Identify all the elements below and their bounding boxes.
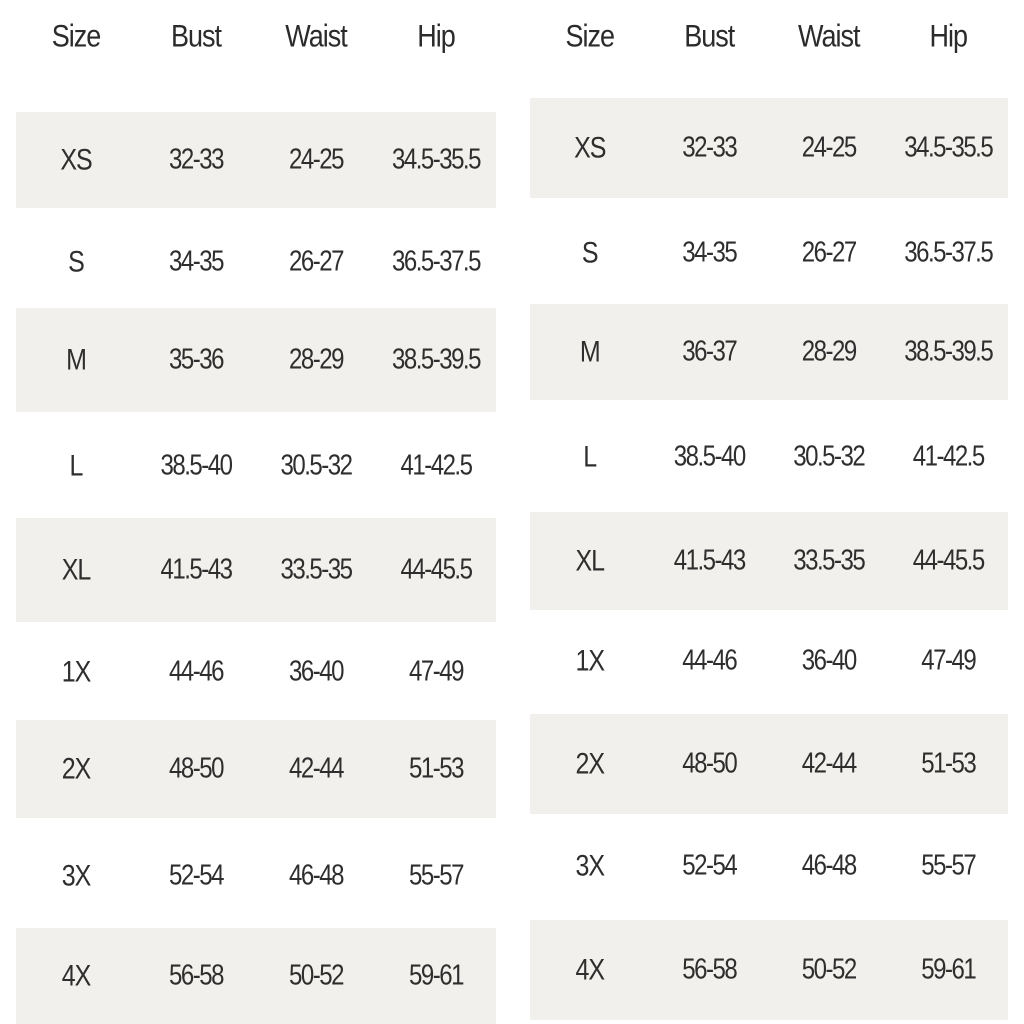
bust-cell: 48-50 [682,747,737,780]
table-row [530,512,1008,610]
size-chart-table-left [16,0,496,993]
table-row [16,416,496,516]
header-bust: Bust [684,18,735,53]
waist-cell: 33.5-35 [793,544,865,577]
waist-cell: 26-27 [801,236,856,269]
table-row [16,720,496,818]
waist-cell: 50-52 [801,953,856,986]
hip-cell: 34.5-35.5 [392,143,480,176]
size-cell: XL [61,552,91,587]
table-row [530,404,1008,510]
size-cell: S [581,235,598,270]
waist-cell: 24-25 [801,131,856,164]
table-row [16,826,496,926]
hip-cell: 38.5-39.5 [904,335,993,368]
size-cell: 2X [61,751,91,786]
size-cell: S [68,244,84,279]
bust-cell: 36-37 [682,335,737,368]
bust-cell: 56-58 [169,959,223,992]
waist-cell: 50-52 [289,959,343,992]
size-cell: 1X [61,654,91,689]
hip-cell: 34.5-35.5 [904,131,993,164]
header-size: Size [565,18,615,53]
bust-cell: 32-33 [169,143,223,176]
hip-cell: 47-49 [921,644,976,677]
bust-cell: 34-35 [169,245,223,278]
table-row [530,612,1008,710]
size-cell: 1X [575,643,605,678]
table-row [16,214,496,310]
waist-cell: 28-29 [289,343,343,376]
size-cell: 2X [575,746,605,781]
hip-cell: 38.5-39.5 [392,343,480,376]
size-cell: M [579,334,600,369]
hip-cell: 44-45.5 [912,544,984,577]
table-row [16,112,496,208]
bust-cell: 38.5-40 [160,449,232,482]
bust-cell: 35-36 [169,343,223,376]
hip-cell: 36.5-37.5 [392,245,480,278]
size-cell: XL [575,543,605,578]
bust-cell: 52-54 [682,849,737,882]
hip-cell: 51-53 [921,747,976,780]
hip-cell: 55-57 [409,859,463,892]
header-size: Size [51,18,101,53]
table-header [530,0,1008,72]
bust-cell: 48-50 [169,752,223,785]
bust-cell: 32-33 [682,131,737,164]
table-row [530,98,1008,198]
hip-cell: 47-49 [409,655,463,688]
waist-cell: 24-25 [289,143,343,176]
header-bust: Bust [170,18,222,53]
table-header [16,0,496,72]
size-cell: L [583,439,597,474]
hip-cell: 41-42.5 [400,449,472,482]
waist-cell: 28-29 [801,335,856,368]
size-cell: 4X [575,952,605,987]
size-cell: 3X [61,858,91,893]
size-chart-table-right [530,0,1008,987]
hip-cell: 51-53 [409,752,463,785]
bust-cell: 38.5-40 [673,440,745,473]
waist-cell: 42-44 [801,747,856,780]
waist-cell: 33.5-35 [280,553,352,586]
size-cell: M [66,342,86,377]
table-row [530,714,1008,814]
hip-cell: 44-45.5 [400,553,472,586]
table-row [16,518,496,622]
bust-cell: 44-46 [169,655,223,688]
hip-cell: 41-42.5 [912,440,984,473]
bust-cell: 41.5-43 [160,553,232,586]
header-waist: Waist [285,18,347,53]
bust-cell: 44-46 [682,644,737,677]
hip-cell: 59-61 [921,953,976,986]
waist-cell: 46-48 [801,849,856,882]
bust-cell: 52-54 [169,859,223,892]
bust-cell: 56-58 [682,953,737,986]
size-cell: L [69,448,83,483]
waist-cell: 36-40 [801,644,856,677]
size-cell: XS [574,130,606,165]
size-cell: 4X [61,958,91,993]
waist-cell: 42-44 [289,752,343,785]
table-row [16,928,496,1024]
header-hip: Hip [929,18,967,53]
hip-cell: 55-57 [921,849,976,882]
table-row [530,816,1008,916]
waist-cell: 26-27 [289,245,343,278]
header-waist: Waist [798,18,860,53]
table-row [16,624,496,720]
table-row [530,304,1008,400]
bust-cell: 34-35 [682,236,737,269]
table-row [16,308,496,412]
waist-cell: 30.5-32 [280,449,352,482]
header-hip: Hip [417,18,455,53]
table-row [530,206,1008,300]
size-cell: 3X [575,848,605,883]
waist-cell: 36-40 [289,655,343,688]
bust-cell: 41.5-43 [673,544,745,577]
waist-cell: 46-48 [289,859,343,892]
hip-cell: 36.5-37.5 [904,236,993,269]
table-row [530,920,1008,1020]
hip-cell: 59-61 [409,959,463,992]
size-cell: XS [60,142,92,177]
waist-cell: 30.5-32 [793,440,865,473]
